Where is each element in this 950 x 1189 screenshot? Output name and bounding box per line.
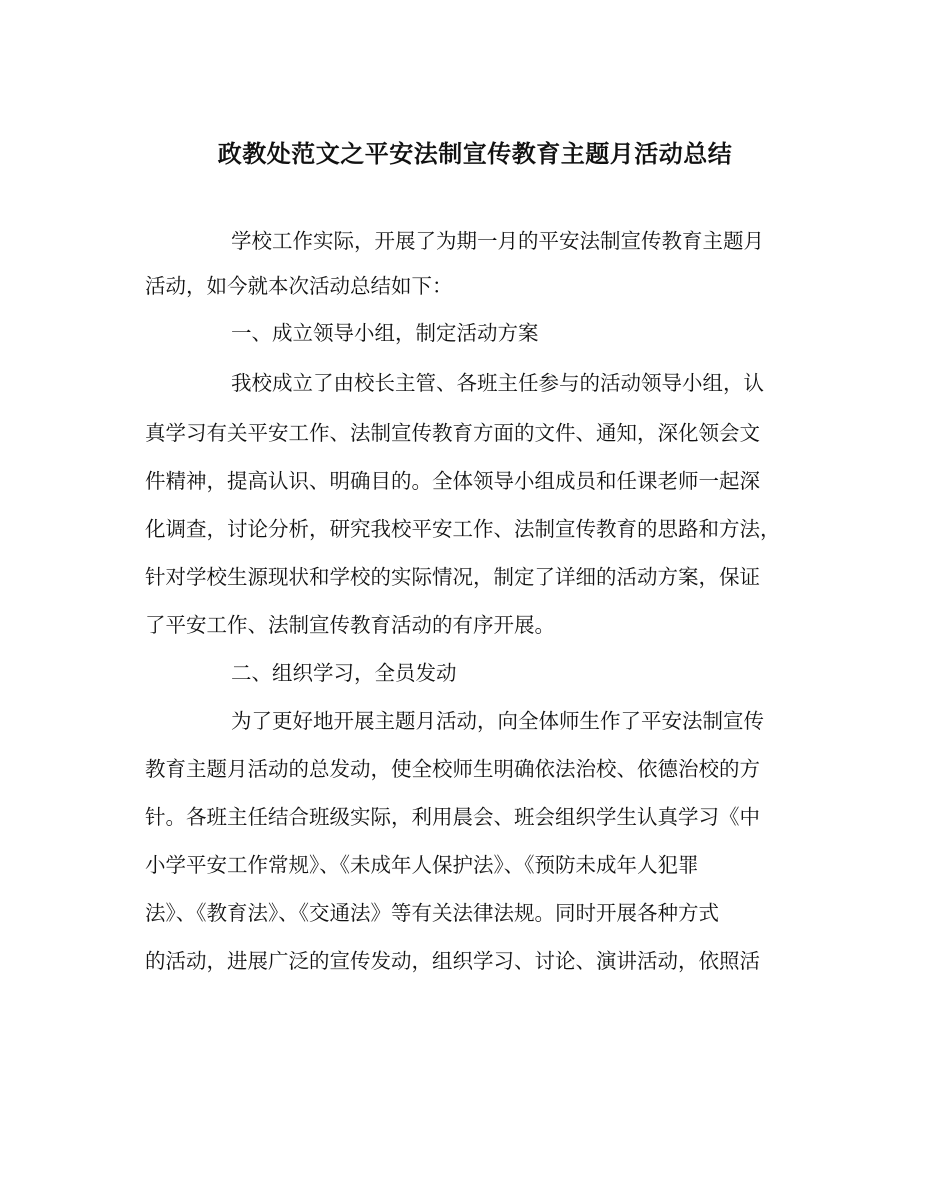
paragraph-line: 小学平安工作常规》、《未成年人保护法》、《预防未成年人犯罪 [145,853,699,877]
paragraph-line: 化调查，讨论分析，研究我校平安工作、法制宣传教育的思路和方法， [145,517,781,541]
section-heading: 二、组织学习，全员发动 [231,661,457,685]
paragraph-line: 教育主题月活动的总发动，使全校师生明确依法治校、依德治校的方 [145,757,760,781]
document-title: 政教处范文之平安法制宣传教育主题月活动总结 [217,139,733,168]
paragraph-line: 件精神，提高认识、明确目的。全体领导小组成员和任课老师一起深 [145,469,760,493]
paragraph-line: 真学习有关平安工作、法制宣传教育方面的文件、通知，深化领会文 [145,421,760,445]
section-heading: 一、成立领导小组，制定活动方案 [231,321,539,345]
paragraph-line: 针对学校生源现状和学校的实际情况，制定了详细的活动方案，保证 [145,565,760,589]
paragraph-line: 活动，如今就本次活动总结如下： [145,274,453,298]
paragraph-line: 为了更好地开展主题月活动，向全体师生作了平安法制宣传 [231,709,764,733]
paragraph-line: 学校工作实际，开展了为期一月的平安法制宣传教育主题月 [231,229,764,253]
paragraph-line: 法》、《教育法》、《交通法》等有关法律法规。同时开展各种方式 [145,901,719,925]
paragraph-line: 的活动，进展广泛的宣传发动，组织学习、讨论、演讲活动，依照活 [145,949,760,973]
paragraph-line: 我校成立了由校长主管、各班主任参与的活动领导小组，认 [231,371,764,395]
paragraph-line: 了平安工作、法制宣传教育活动的有序开展。 [145,613,555,637]
paragraph-line: 针。各班主任结合班级实际，利用晨会、班会组织学生认真学习《中 [145,805,760,829]
